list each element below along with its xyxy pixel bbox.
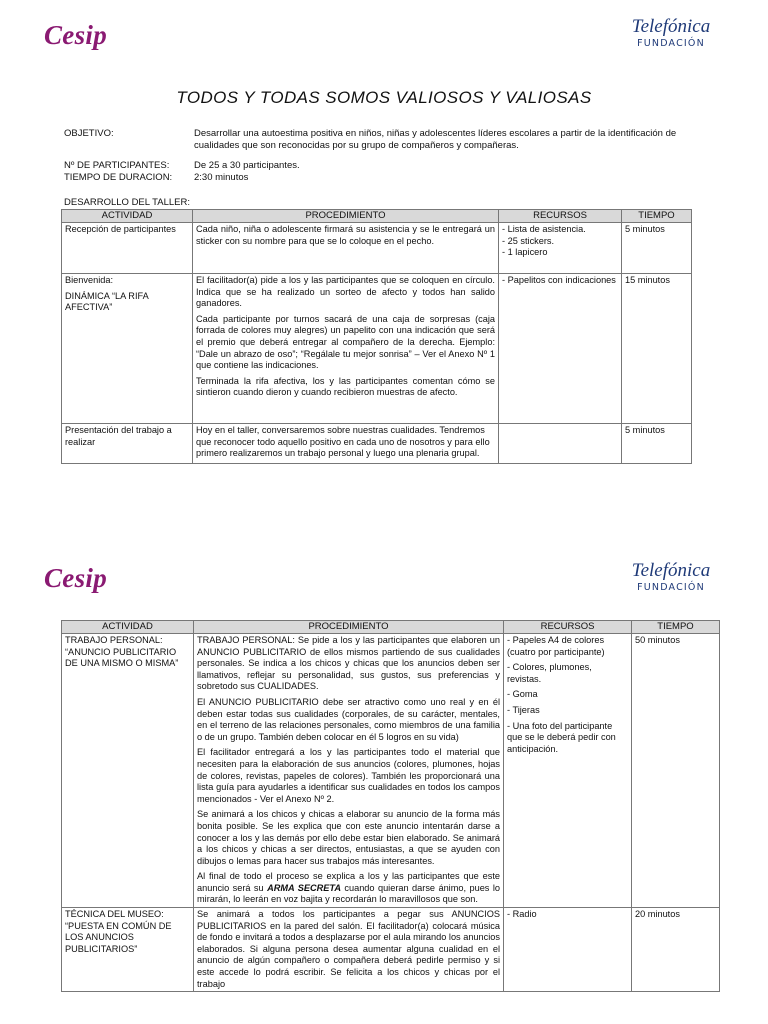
- procedure-text: cuando quieran darse ánimo, pues lo mirarán, lo leerán en voz bajita y recordarán lo maravillosos que son.: [197, 882, 500, 905]
- cell-tiempo: 5 minutos: [622, 223, 692, 274]
- desarrollo-label: DESARROLLO DEL TALLER:: [64, 197, 191, 208]
- cell-tiempo: 5 minutos: [622, 424, 692, 464]
- header-recursos: RECURSOS: [504, 621, 632, 634]
- cell-actividad: TÉCNICA DEL MUSEO: “PUESTA EN COMÚN DE LOS ANUNCIOS PUBLICITARIOS”: [62, 908, 194, 992]
- resource-item: - Goma: [507, 689, 538, 700]
- procedure-paragraph: Hoy en el taller, conversaremos sobre nuestras cualidades. Tendremos que reconocer todo aquello positivo en cada uno de nosotros y para ello primero realizaremos un trabajo personal y luego una plenaria grupal.: [196, 425, 490, 459]
- cell-procedimiento: [193, 274, 499, 424]
- participantes-value: De 25 a 30 participantes.: [194, 160, 300, 171]
- page-title: TODOS Y TODAS SOMOS VALIOSOS Y VALIOSAS: [176, 88, 592, 107]
- header-recursos: RECURSOS: [499, 210, 622, 223]
- participantes-label: Nº DE PARTICIPANTES:: [64, 160, 170, 171]
- table-row: [62, 274, 692, 424]
- cell-procedimiento: [194, 908, 504, 992]
- header-tiempo: TIEMPO: [622, 210, 692, 223]
- cell-recursos: [499, 424, 622, 464]
- table-header: [62, 621, 720, 634]
- table-row: [62, 223, 692, 274]
- resource-item: - Radio: [507, 909, 537, 920]
- duracion-value: 2:30 minutos: [194, 172, 249, 183]
- resource-item: - Tijeras: [507, 704, 540, 715]
- cell-recursos: [499, 274, 622, 424]
- resource-item: - Lista de asistencia.: [502, 224, 586, 234]
- cesip-logo: Cesip: [44, 20, 108, 50]
- cell-tiempo: 50 minutos: [632, 634, 720, 908]
- resource-item: - 1 lapicero: [502, 247, 548, 258]
- duracion-label: TIEMPO DE DURACION:: [64, 172, 173, 183]
- table-row: [62, 424, 692, 464]
- actividad-line: DINÁMICA “LA RIFA AFECTIVA”: [65, 290, 149, 313]
- cesip-logo: Cesip: [44, 563, 108, 593]
- objetivo-value: Desarrollar una autoestima positiva en niños, niñas y adolescentes líderes escolares a partir de la identificación de cualidades que son reconocidas por su grupo de compañeros y compañeras.: [194, 128, 677, 151]
- cell-recursos: [504, 634, 632, 908]
- fundacion-wordmark: FUNDACIÓN: [637, 582, 705, 593]
- cell-actividad: [62, 274, 193, 424]
- fundacion-wordmark: FUNDACIÓN: [637, 38, 705, 49]
- procedure-paragraph: [197, 871, 500, 906]
- table-row: [62, 634, 720, 908]
- telefonica-fundacion-logo: [616, 561, 726, 595]
- cell-actividad: Presentación del trabajo a realizar: [62, 424, 193, 464]
- header-actividad: ACTIVIDAD: [62, 210, 193, 223]
- cell-tiempo: 20 minutos: [632, 908, 720, 992]
- resource-item: - 25 stickers.: [502, 235, 555, 246]
- procedure-paragraph: Cada participante por turnos sacará de una caja de sorpresas (caja forrada de colores muy alegres) un papelito con una indicación que será el premio que deberá entregar al compañero de la derecha. Ejemplo: “Dale un abrazo de oso”; “Regálale tu mejor sonrisa” – Ver el Anexo Nº 1 que contiene las indicaciones.: [196, 313, 495, 371]
- header-tiempo: TIEMPO: [632, 621, 720, 634]
- telefonica-wordmark: Telefónica: [631, 16, 711, 37]
- procedure-paragraph: Se animará a todos los participantes a pegar sus ANUNCIOS PUBLICITARIOS en la pared del salón. El facilitador(a) colocará música de fondo e invitará a todos a desplazarse por el aula mirando los anuncios elaborados. Si alguna persona desea aumentar alguna cualidad en el anuncio de algún compañero o compañera deberá pedirle permiso y si este accede lo podrá escribir. Se felicita a los chicos y chicas por el trabajo: [197, 909, 500, 989]
- table-row: [62, 908, 720, 992]
- procedure-paragraph: Cada niño, niña o adolescente firmará su asistencia y se le entregará un sticker con su nombre para que se lo coloque en el pecho.: [196, 224, 495, 246]
- procedure-text: Al final de todo el proceso se explica a los y las participantes que este anuncio será su: [197, 871, 500, 893]
- workshop-table-1: [61, 209, 692, 464]
- header-procedimiento: PROCEDIMIENTO: [193, 210, 499, 223]
- header-procedimiento: PROCEDIMIENTO: [194, 621, 504, 634]
- resource-item: - Colores, plumones, revistas.: [507, 662, 592, 684]
- cell-recursos: [504, 908, 632, 992]
- resource-item: - Una foto del participante que se le deberá pedir con anticipación.: [507, 720, 616, 754]
- arma-secreta-emphasis: ARMA SECRETA: [267, 882, 341, 893]
- procedure-paragraph: El facilitador entregará a los y las participantes todo el material que necesiten para la elaboración de sus anuncios (colores, plumones, hojas de colores, revistas, papeles de colores). También les proporcionará una lista guía para ayudarles a identificar sus cualidades en todos los campos mencionados - Ver el Anexo Nº 2.: [197, 747, 500, 804]
- resource-item: - Papeles A4 de colores (cuatro por participante): [507, 635, 605, 657]
- procedure-paragraph: Se animará a los chicos y chicas a elaborar su anuncio de la forma más bonita posible. Se les explica que con este anuncio intentarán darse a conocer a los y las demás por ello debe estar bien elaborado. Se animará a los chicos y chicas a ser directos, entusiastas, a que se ayuden con dibujos o lemas para hacer sus trabajos más interesantes.: [197, 809, 500, 866]
- table-header: [62, 210, 692, 223]
- cell-tiempo: 15 minutos: [622, 274, 692, 424]
- cell-actividad: TRABAJO PERSONAL: “ANUNCIO PUBLICITARIO DE UNA MISMO O MISMA”: [62, 634, 194, 908]
- telefonica-fundacion-logo: [616, 17, 726, 51]
- objetivo-label: OBJETIVO:: [64, 128, 114, 139]
- procedure-paragraph: El facilitador(a) pide a los y las participantes que se coloquen en círculo. Indica que se ha realizado un sorteo de afecto y todos han salido ganadores.: [196, 275, 495, 309]
- cell-actividad: Recepción de participantes: [62, 223, 193, 274]
- procedure-paragraph: TRABAJO PERSONAL: Se pide a los y las participantes que elaboren un ANUNCIO PUBLICITARIO de ellos mismos partiendo de sus cualidades personales. Se indica a los chicos y chicas que los anuncios deben ser llamativos, reflejar su personalidad, sus gustos, sus preferencias y sobretodo sus CUALIDADES.: [197, 635, 500, 692]
- resource-item: - Papelitos con indicaciones: [502, 275, 616, 285]
- cell-recursos: [499, 223, 622, 274]
- cell-procedimiento: [193, 424, 499, 464]
- telefonica-wordmark: Telefónica: [631, 560, 711, 581]
- cell-procedimiento: [194, 634, 504, 908]
- procedure-paragraph: El ANUNCIO PUBLICITARIO debe ser atractivo como uno real y en él deben estar todas sus cualidades (corporales, de su carácter, mentales, en el terreno de las relaciones personales, como miembros de una familia o de un grupo. También deben colocar en él 5 logros en su vida): [197, 696, 500, 742]
- procedure-paragraph: Terminada la rifa afectiva, los y las participantes comentan cómo se sintieron cuando dieron y cuando recibieron muestras de afecto.: [196, 375, 495, 398]
- actividad-line: Bienvenida:: [65, 275, 114, 285]
- workshop-table-2: [61, 620, 720, 992]
- header-actividad: ACTIVIDAD: [62, 621, 194, 634]
- cell-procedimiento: [193, 223, 499, 274]
